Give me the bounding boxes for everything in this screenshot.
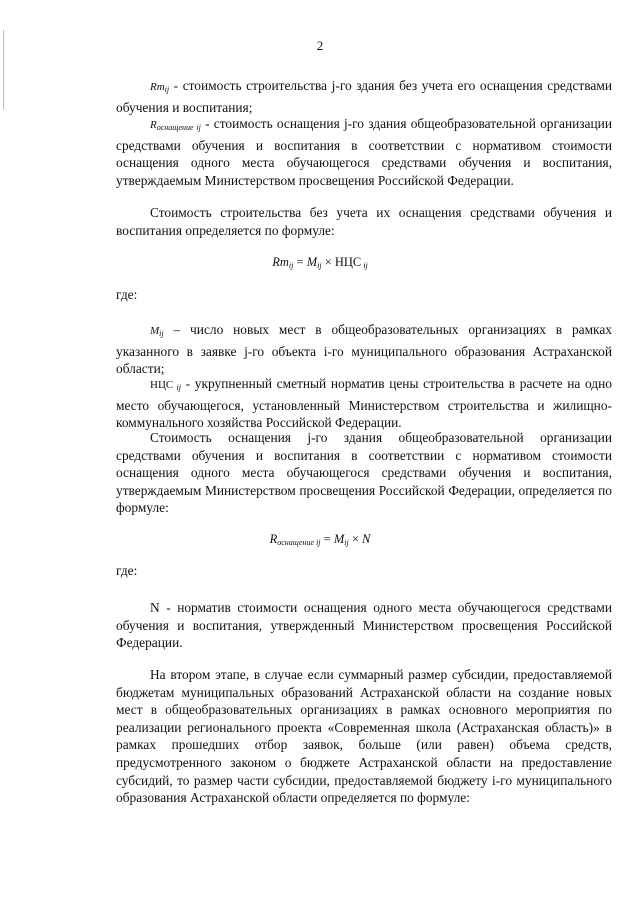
formula2-lhs: R xyxy=(269,532,278,546)
definition-m xyxy=(116,321,612,378)
formula-construction xyxy=(0,255,640,270)
paragraph-equipment-cost: Стоимость оснащения j-го здания общеобразовательной организации средствами обучения и воспитания в соответствии с нормативом стоимости оснащения одного места обучающегося средствами обучения и воспитания, утверждаемым Министерством просвещения Российской Федерации, определяется по формуле: xyxy=(116,430,612,516)
symbol-rm: Rm xyxy=(150,81,165,93)
symbol-rm-sub: ij xyxy=(164,85,170,94)
definition-rm-text: стоимость строительства j-го здания без учета его оснащения средствами обучения и воспитания; xyxy=(116,78,612,115)
definition-r-equip-dash: - xyxy=(200,116,214,131)
formula1-times: × xyxy=(321,255,335,269)
formula1-eq: = xyxy=(293,255,307,269)
formula1-m-sub: ij xyxy=(317,261,322,270)
symbol-r-equip: R xyxy=(150,119,157,131)
formula2-lhs-sub: оснащение ij xyxy=(277,538,321,547)
page-number: 2 xyxy=(316,38,324,53)
formula1-lhs: Rm xyxy=(272,255,289,269)
definition-n: N - норматив стоимости оснащения одного места обучающегося средствами обучения и воспитания, утвержденный Министерством просвещения Российской Федерации. xyxy=(116,600,612,651)
formula1-m: M xyxy=(306,255,318,269)
definition-r-equip xyxy=(116,115,612,189)
definition-m-dash: – xyxy=(163,322,191,337)
formula2-eq: = xyxy=(320,532,334,546)
definition-r-equip-text: стоимость оснащения j-го здания общеобразовательной организации средствами обучения и воспитания в соответствии с нормативом стоимости оснащения одного места обучающегося средствами обучения и воспитания, утверждаемым Министерством просвещения Российской Федерации. xyxy=(116,116,613,188)
formula2-n: N xyxy=(362,532,371,546)
definition-ncs-dash: - xyxy=(181,376,195,391)
paragraph-construction-cost: Стоимость строительства без учета их оснащения средствами обучения и воспитания определяется по формуле: xyxy=(116,205,612,238)
definition-m-text: число новых мест в общеобразовательных организациях в рамках указанного в заявке j-го объекта i-го муниципального образования Астраханской области; xyxy=(116,322,613,377)
formula1-lhs-sub: ij xyxy=(288,261,294,270)
definition-ncs xyxy=(116,375,612,432)
where-label-1: где: xyxy=(116,287,138,302)
symbol-ncs: НЦС xyxy=(150,379,174,391)
formula2-m-sub: ij xyxy=(344,538,349,547)
symbol-r-equip-sub: оснащение ij xyxy=(156,123,201,132)
paragraph-stage-two: На втором этапе, в случае если суммарный размер субсидии, предоставляемой бюджетам муниципальных образований Астраханской области на создание новых мест в общеобразовательных организациях в рамках основного мероприятия по реализации регионального проекта «Современная школа (Астраханская область)» в рамках прошедших отбор заявок, больше (или равен) объема средств, предусмотренного законом о бюджете Астраханской области на предоставление субсидий, то размер части субсидии, предоставляемой бюджету i-го муниципального образования Астраханской области определяется по формуле: xyxy=(116,667,612,806)
symbol-m-sub: ij xyxy=(159,329,164,338)
formula1-ncs: НЦС xyxy=(334,255,362,269)
symbol-ncs-sub: ij xyxy=(173,383,181,392)
definition-rm xyxy=(116,77,612,116)
formula-equipment xyxy=(0,532,640,547)
definition-rm-dash: - xyxy=(169,78,183,93)
formula1-ncs-sub: ij xyxy=(361,261,368,270)
formula2-times: × xyxy=(348,532,363,546)
where-label-2: где: xyxy=(116,563,138,578)
symbol-m: M xyxy=(150,325,160,337)
definition-ncs-text: укрупненный сметный норматив цены строительства в расчете на одно место обучающегося, установленный Министерством строительства и жилищно-коммунального хозяйства Российской Федерации. xyxy=(116,376,612,431)
formula2-m: M xyxy=(333,532,345,546)
